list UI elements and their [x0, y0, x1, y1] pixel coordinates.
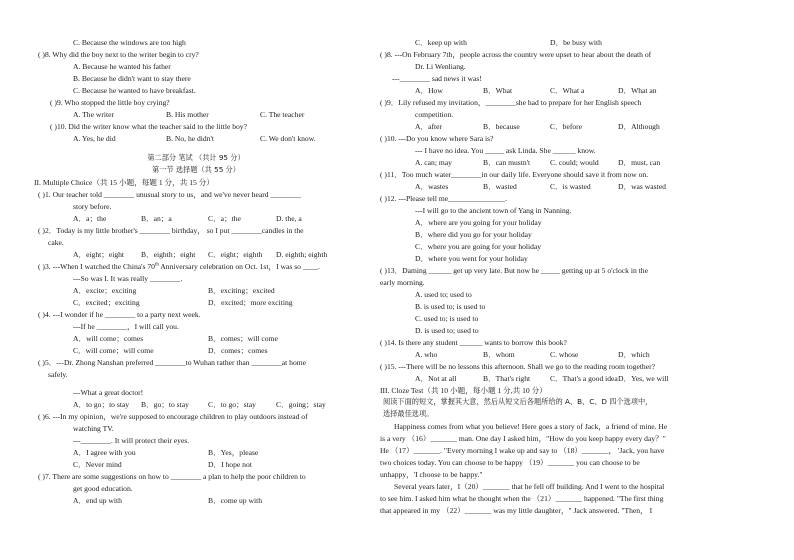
options-row	[380, 374, 669, 386]
option: A. Yes, he did	[73, 134, 116, 143]
option: B．can mustn't	[483, 158, 531, 167]
options-row	[380, 86, 662, 98]
answer-blank[interactable]: ( )	[380, 134, 387, 143]
passage-line: He （17）_______. "Every morning I wake up and say to （18）_______， 'Jack, you have	[380, 446, 665, 455]
options-row	[38, 448, 354, 460]
question-continuation: Dr. Li Wenliang.	[415, 62, 466, 71]
option-line: C. Because the windows are too high	[73, 38, 186, 47]
question-text: 8. Why did the boy next to the writer begin to cry?	[44, 50, 199, 59]
question-text: 5．---Dr. Zhong Nanshan preferred ________to Wuhan rather than ________at home	[44, 358, 307, 367]
answer-blank[interactable]: ( )	[380, 338, 387, 347]
option-line: C．where you are going for your holiday	[415, 242, 542, 251]
cloze-instructions: 选择最佳选项。	[383, 409, 434, 418]
options-row	[38, 214, 354, 226]
section-one-title: 第一节 选择题（共 55 分）	[152, 165, 240, 174]
option: D．Yes, we will	[618, 374, 669, 383]
question-q12	[380, 194, 662, 206]
question-continuation: ---________ sad news it was!	[392, 74, 482, 83]
option: C．going；stay	[276, 400, 326, 409]
option: D．I hope not	[208, 460, 252, 469]
option: A. The writer	[73, 110, 114, 119]
question-q1	[38, 190, 354, 202]
option-line: D. is used to; used to	[415, 326, 479, 335]
options-row	[380, 158, 662, 170]
option: A．eight；eight	[73, 250, 125, 259]
answer-blank[interactable]: ( )	[38, 472, 45, 481]
question-continuation: ---So was I. It was really ________.	[73, 274, 183, 283]
question-q7	[38, 472, 354, 484]
cloze-header: III. Cloze Test（共 10 小题，每小题 1 分,共 10 分）	[380, 386, 547, 395]
option-line: C. used to; is used to	[415, 314, 479, 323]
passage-line: Several years later，I（20）_______ that he fell off building. And I went to the hospital	[394, 482, 665, 491]
option: D．must, can	[618, 158, 661, 167]
question-text: 6. ---In my opinion，we're supposed to encourage children to play outdoors instead of	[44, 412, 308, 421]
option-line: D．where you went for your holiday	[415, 254, 528, 263]
question-text: 7. There are some suggestions on how to ________ a plan to help the poor children to	[44, 472, 306, 481]
option: B. No, he didn't	[166, 134, 214, 143]
option: B. His mother	[166, 110, 209, 119]
answer-blank[interactable]: ( )	[50, 98, 57, 107]
right-column	[380, 38, 669, 518]
options-row	[380, 38, 662, 50]
answer-blank[interactable]: ( )	[50, 122, 57, 131]
options-row	[38, 334, 354, 346]
question-q9-left	[38, 98, 354, 110]
question-continuation: ---If he ________，I will call you.	[73, 322, 179, 331]
options-row	[380, 182, 666, 194]
question-q9-right	[380, 98, 662, 110]
question-continuation: competition.	[415, 110, 454, 119]
passage-line: is a very （16）_______ man. One day I asked him，"How do you keep happy every day？"	[380, 434, 666, 443]
answer-blank[interactable]: ( )	[380, 266, 387, 275]
question-q15	[380, 362, 662, 374]
question-text: 9. Who stopped the little boy crying?	[56, 98, 170, 107]
option: C. whose	[550, 350, 579, 359]
option: C. We don't know.	[260, 134, 316, 143]
option: B．whom	[483, 350, 515, 359]
question-text: 4. ---I wonder if he ________ to a party next week.	[44, 310, 201, 319]
option: A．after	[415, 122, 442, 131]
question-text: 9．Lily refused my invitation，________she had to prepare for her English speech	[386, 98, 642, 107]
left-column	[34, 38, 354, 508]
option: C．eight；eighth	[208, 250, 263, 259]
question-continuation: ---________. It will protect their eyes.	[73, 436, 190, 445]
option: D．be busy with	[550, 38, 602, 47]
part-two-title: 第二部分 笔试 （共计 95 分）	[147, 153, 245, 162]
option: C. could; would	[550, 158, 599, 167]
cloze-instructions: 阅读下面的短文，掌握其大意，然后从短文后各题所给的 A、B、C、D 四个选项中，	[383, 397, 653, 406]
option: B．come up with	[208, 496, 262, 505]
option-line: A. Because he wanted his father	[73, 62, 171, 71]
question-text: 12. ---Please tell me_______________.	[386, 194, 507, 203]
option-line: B. is used to; is used to	[415, 302, 486, 311]
question-text: 1. Our teacher told ________ unusual story to us，and we've never heard ________	[44, 190, 301, 199]
option: B．wasted	[483, 182, 517, 191]
options-row	[38, 298, 354, 310]
option: D．Although	[618, 122, 660, 131]
option: D．which	[618, 350, 650, 359]
options-row	[38, 250, 354, 262]
option: A．wastes	[415, 182, 449, 191]
option-line: B．where did you go for your holiday	[415, 230, 532, 239]
answer-blank[interactable]: ( )	[38, 262, 45, 271]
option: C．a；the	[208, 214, 241, 223]
question-text: 11．Too much water________in our daily life. Everyone should save it from now on.	[386, 170, 649, 179]
option: B．Yes，please	[208, 448, 259, 457]
option: C．keep up with	[415, 38, 467, 47]
option: A．How	[415, 86, 443, 95]
options-row	[38, 110, 354, 122]
option: C．That's a good idea	[550, 374, 618, 383]
question-q4	[38, 310, 354, 322]
answer-blank[interactable]: ( )	[38, 226, 45, 235]
question-continuation: get good education.	[73, 484, 133, 493]
option: C．is wasted	[550, 182, 591, 191]
answer-blank[interactable]: ( )	[38, 412, 45, 421]
question-continuation: watching TV.	[73, 424, 114, 433]
option: C．will come；will come	[73, 346, 154, 355]
option: A．will come；comes	[73, 334, 144, 343]
option: D. the, a	[276, 214, 302, 223]
options-row	[38, 400, 354, 412]
options-row	[380, 122, 662, 134]
option: C．Never mind	[73, 460, 122, 469]
option-line: B. Because he didn't want to stay there	[73, 74, 191, 83]
question-continuation: ---What a great doctor!	[73, 388, 144, 397]
passage-line: to see him. I asked him what he thought when the （21）_______ happened. "The first thing	[380, 494, 664, 503]
question-q8-left	[38, 50, 354, 62]
question-q8-right	[380, 50, 662, 62]
question-text: 8. ---On February 7th，people across the country were upset to hear about the death of	[386, 50, 652, 59]
option: C．excited；exciting	[73, 298, 140, 307]
option: B．comes；will come	[208, 334, 278, 343]
question-continuation: ---I will go to the ancient town of Yang in Nanning.	[415, 206, 572, 215]
options-row	[38, 460, 354, 472]
option: C．before	[550, 122, 583, 131]
question-text: 3. ---When I watched the China's 70th Anniversary celebration on Oct. 1st，I was so ____.	[44, 262, 320, 271]
answer-blank[interactable]: ( )	[380, 98, 387, 107]
question-continuation: early morning.	[380, 278, 425, 287]
question-q3	[38, 262, 354, 274]
option-line: A. used to; used to	[415, 290, 472, 299]
option: B．go；to stay	[141, 400, 189, 409]
option: B．eighth；eight	[141, 250, 196, 259]
option-line: C. Because he wanted to have breakfast.	[73, 86, 196, 95]
option: B．because	[483, 122, 520, 131]
answer-blank[interactable]: ( )	[38, 50, 45, 59]
answer-blank[interactable]: ( )	[380, 50, 387, 59]
option: C．What a	[550, 86, 585, 95]
option: B．What	[483, 86, 513, 95]
option: B．That's right	[483, 374, 531, 383]
answer-blank[interactable]: ( )	[38, 310, 45, 319]
question-text: 15. ---There will be no lessons this afternoon. Shall we go to the reading room together?	[386, 362, 656, 371]
option: D．What an	[618, 86, 657, 95]
option: A．I agree with you	[73, 448, 136, 457]
option: A. who	[415, 350, 438, 359]
multiple-choice-header: II. Multiple Choice（共 15 小题，每题 1 分，共 15 分）	[34, 178, 214, 187]
passage-line: unhappy，'I choose to be happy."	[380, 470, 483, 479]
option: D．was wasted	[618, 182, 666, 191]
option: A．a；the	[73, 214, 107, 223]
option: D. eighth; eighth	[276, 250, 328, 259]
options-row	[38, 496, 354, 508]
question-q10-left	[38, 122, 354, 134]
option: A．to go；to stay	[73, 400, 130, 409]
question-text: 14. Is there any student ______ wants to borrow this book?	[386, 338, 567, 347]
passage-line: Happiness comes from what you believe! Here goes a story of Jack，a friend of mine. He	[394, 422, 668, 431]
question-text: 2．Today is my little brother's ________ birthday， so I put ________candles in the	[44, 226, 304, 235]
question-q6	[38, 412, 354, 424]
option: B．an；a	[141, 214, 172, 223]
question-text: 10. ---Do you know where Sara is?	[386, 134, 494, 143]
question-q2	[38, 226, 354, 238]
answer-blank[interactable]: ( )	[380, 194, 387, 203]
question-q14	[380, 338, 662, 350]
answer-blank[interactable]: ( )	[380, 170, 387, 179]
options-row	[38, 346, 354, 358]
option: A．excite；exciting	[73, 286, 137, 295]
question-text: 10. Did the writer know what the teacher said to the little boy?	[56, 122, 247, 131]
answer-blank[interactable]: ( )	[380, 362, 387, 371]
question-q11	[380, 170, 662, 182]
option: A．Not at all	[415, 374, 457, 383]
option: D．comes；comes	[208, 346, 268, 355]
question-q5	[38, 358, 354, 370]
option-line: A．where are you going for your holiday	[415, 218, 542, 227]
option: C. The teacher	[260, 110, 305, 119]
question-continuation: cake.	[48, 238, 64, 247]
option: C．to go；stay	[208, 400, 256, 409]
option: B．exciting；excited	[208, 286, 275, 295]
question-text: 13．Daming ______ get up very late. But now he _____ getting up at 5 o'clock in the	[386, 266, 648, 275]
option: A. can; may	[415, 158, 452, 167]
passage-line: two choices today. You can choose to be happy （19）_______ you can choose to be	[380, 458, 640, 467]
question-continuation: story before.	[73, 202, 112, 211]
options-row	[38, 286, 354, 298]
option: A．end up with	[73, 496, 122, 505]
options-row	[380, 350, 662, 362]
question-q13	[380, 266, 662, 278]
question-continuation: --- I have no idea. You _____ ask Linda. She ______ know.	[415, 146, 596, 155]
passage-line: that appeared in my （22）_______ was my little daughter，" Jack answered. "Then， I	[380, 506, 653, 515]
question-continuation: safely.	[48, 370, 68, 379]
answer-blank[interactable]: ( )	[38, 190, 45, 199]
answer-blank[interactable]: ( )	[38, 358, 45, 367]
option: D．excited；more exciting	[208, 298, 293, 307]
options-row	[38, 134, 354, 146]
question-q10-right	[380, 134, 662, 146]
